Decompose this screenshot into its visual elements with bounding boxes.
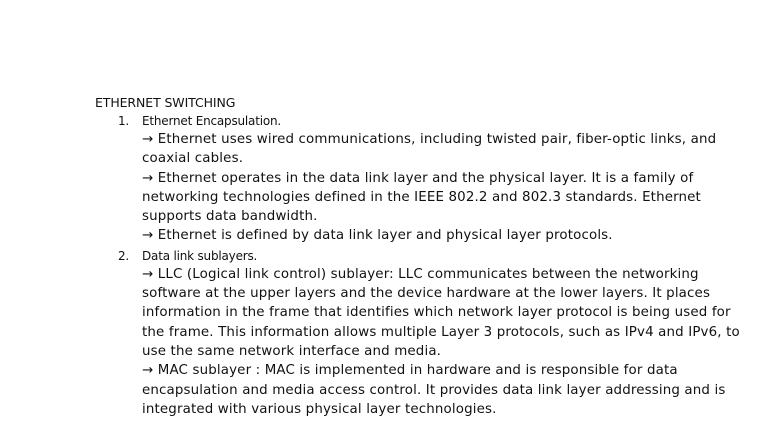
paragraph: → MAC sublayer : MAC is implemented in hardware and is responsible for data encapsulation and media access control. It provides data link layer addressing and is integrated with various physical layer technologies. [142,363,726,417]
paragraph: → Ethernet uses wired communications, including twisted pair, fiber-optic links, and coaxial cables. [142,132,717,167]
section-ethernet-encapsulation [95,113,755,246]
section-title-text: Data link sublayers. [142,248,258,263]
document-heading: ETHERNET SWITCHING [95,95,236,110]
paragraph: → LLC (Logical link control) sublayer: LLC communicates between the networking software at the upper layers and the device hardware at the lower layers. It places information in the frame that identifies which network layer protocol is being used for the frame. This information allows multiple Layer 3 protocols, such as IPv4 and IPv6, to use the same network interface and media. [142,266,740,359]
section-number: 2. [118,248,130,263]
section-number: 1. [118,114,130,128]
section-data-link-sublayers [95,248,755,419]
section-title-text: Ethernet Encapsulation. [142,114,282,128]
paragraph: → Ethernet is defined by data link layer and physical layer protocols. [142,228,613,244]
section-title [95,248,755,265]
document-page [95,94,755,419]
section-title [95,113,755,130]
paragraph: → Ethernet operates in the data link layer and the physical layer. It is a family of networking technologies defined in the IEEE 802.2 and 802.3 standards. Ethernet supports data bandwidth. [142,170,701,225]
